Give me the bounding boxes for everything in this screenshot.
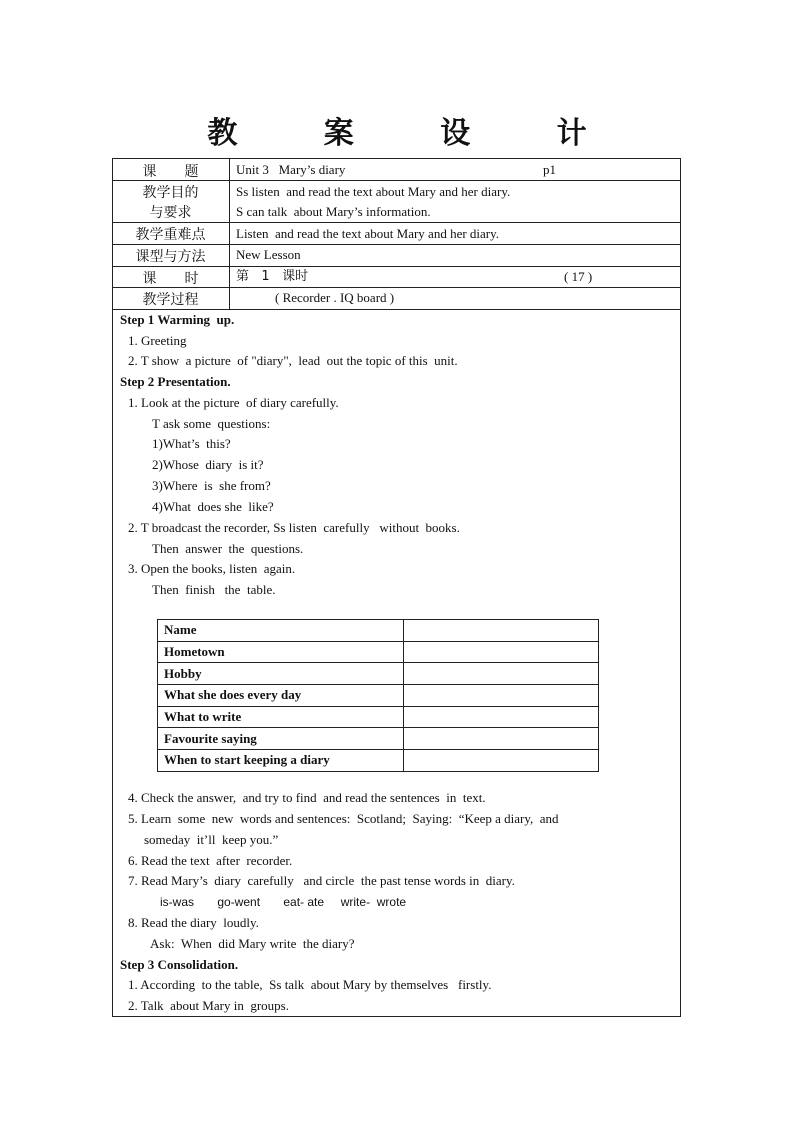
list-item: 4. Check the answer, and try to find and read the sentences in text. — [128, 790, 486, 805]
blank-cell[interactable] — [404, 750, 599, 772]
label-objectives: 教学目的 — [142, 185, 199, 201]
blank-cell[interactable] — [404, 685, 599, 707]
page-number: p1 — [543, 162, 556, 177]
period-number: ( 17 ) — [564, 269, 593, 284]
step2-heading: Step 2 Presentation. — [120, 374, 231, 389]
table-row — [158, 685, 599, 707]
table-row — [158, 750, 599, 772]
topic-value: Unit 3 Mary’s diary — [236, 162, 346, 177]
list-item: 1. Greeting — [128, 333, 187, 348]
blank-cell[interactable] — [404, 641, 599, 663]
list-item: 1)What’s this? — [152, 436, 231, 451]
list-item: Then finish the table. — [152, 582, 276, 597]
list-item: 6. Read the text after recorder. — [128, 853, 293, 868]
table-cell: What she does every day — [158, 685, 404, 707]
table-cell: What to write — [158, 706, 404, 728]
list-item: 8. Read the diary loudly. — [128, 915, 259, 930]
table-row — [158, 620, 599, 642]
list-item: 2. T broadcast the recorder, Ss listen carefully without books. — [128, 520, 460, 535]
table-cell: Hobby — [158, 663, 404, 685]
list-item: 3)Where is she from? — [152, 478, 271, 493]
process-tools: ( Recorder . IQ board ) — [275, 290, 395, 305]
row-divider — [112, 244, 681, 245]
table-row — [158, 706, 599, 728]
label-topic: 课 题 — [142, 164, 199, 180]
label-period: 课 时 — [142, 271, 199, 287]
list-item: Ask: When did Mary write the diary? — [150, 936, 355, 951]
list-item: 1. According to the table, Ss talk about Mary by themselves firstly. — [128, 977, 492, 992]
blank-cell[interactable] — [404, 663, 599, 685]
page-title: 教 案 设 计 — [207, 116, 625, 151]
list-item: 2)Whose diary is it? — [152, 457, 264, 472]
blank-cell[interactable] — [404, 706, 599, 728]
step1-heading: Step 1 Warming up. — [120, 312, 235, 327]
row-divider — [112, 309, 681, 310]
table-row — [158, 641, 599, 663]
label-objectives-2: 与要求 — [149, 205, 192, 221]
type-method-value: New Lesson — [236, 247, 301, 262]
list-item: 7. Read Mary’s diary carefully and circle the past tense words in diary. — [128, 873, 515, 888]
row-divider — [112, 222, 681, 223]
objective-1: Ss listen and read the text about Mary and her diary. — [236, 184, 511, 199]
row-divider — [112, 266, 681, 267]
table-cell: Favourite saying — [158, 728, 404, 750]
blank-cell[interactable] — [404, 728, 599, 750]
list-item: T ask some questions: — [152, 416, 271, 431]
list-item: 3. Open the books, listen again. — [128, 561, 296, 576]
list-item: someday it’ll keep you.” — [144, 832, 279, 847]
label-type-method: 课型与方法 — [135, 249, 206, 265]
blank-cell[interactable] — [404, 620, 599, 642]
label-process: 教学过程 — [142, 292, 199, 308]
list-item: Then answer the questions. — [152, 541, 304, 556]
table-row — [158, 663, 599, 685]
list-item: 2. Talk about Mary in groups. — [128, 998, 289, 1013]
table-cell: When to start keeping a diary — [158, 750, 404, 772]
table-row — [158, 728, 599, 750]
objective-2: S can talk about Mary’s information. — [236, 204, 431, 219]
past-tense-words: is-was go-went eat- ate write- wrote — [160, 895, 407, 909]
label-key-points: 教学重难点 — [135, 227, 206, 243]
key-points-value: Listen and read the text about Mary and her diary. — [236, 226, 500, 241]
list-item: 4)What does she like? — [152, 499, 274, 514]
table-cell: Hometown — [158, 641, 404, 663]
list-item: 2. T show a picture of "diary", lead out the topic of this unit. — [128, 353, 458, 368]
period-value: 第 1 课时 — [236, 269, 309, 284]
info-table — [157, 619, 599, 772]
step3-heading: Step 3 Consolidation. — [120, 957, 239, 972]
table-cell: Name — [158, 620, 404, 642]
list-item: 5. Learn some new words and sentences: Scotland; Saying: “Keep a diary, and — [128, 811, 559, 826]
list-item: 1. Look at the picture of diary carefully. — [128, 395, 339, 410]
